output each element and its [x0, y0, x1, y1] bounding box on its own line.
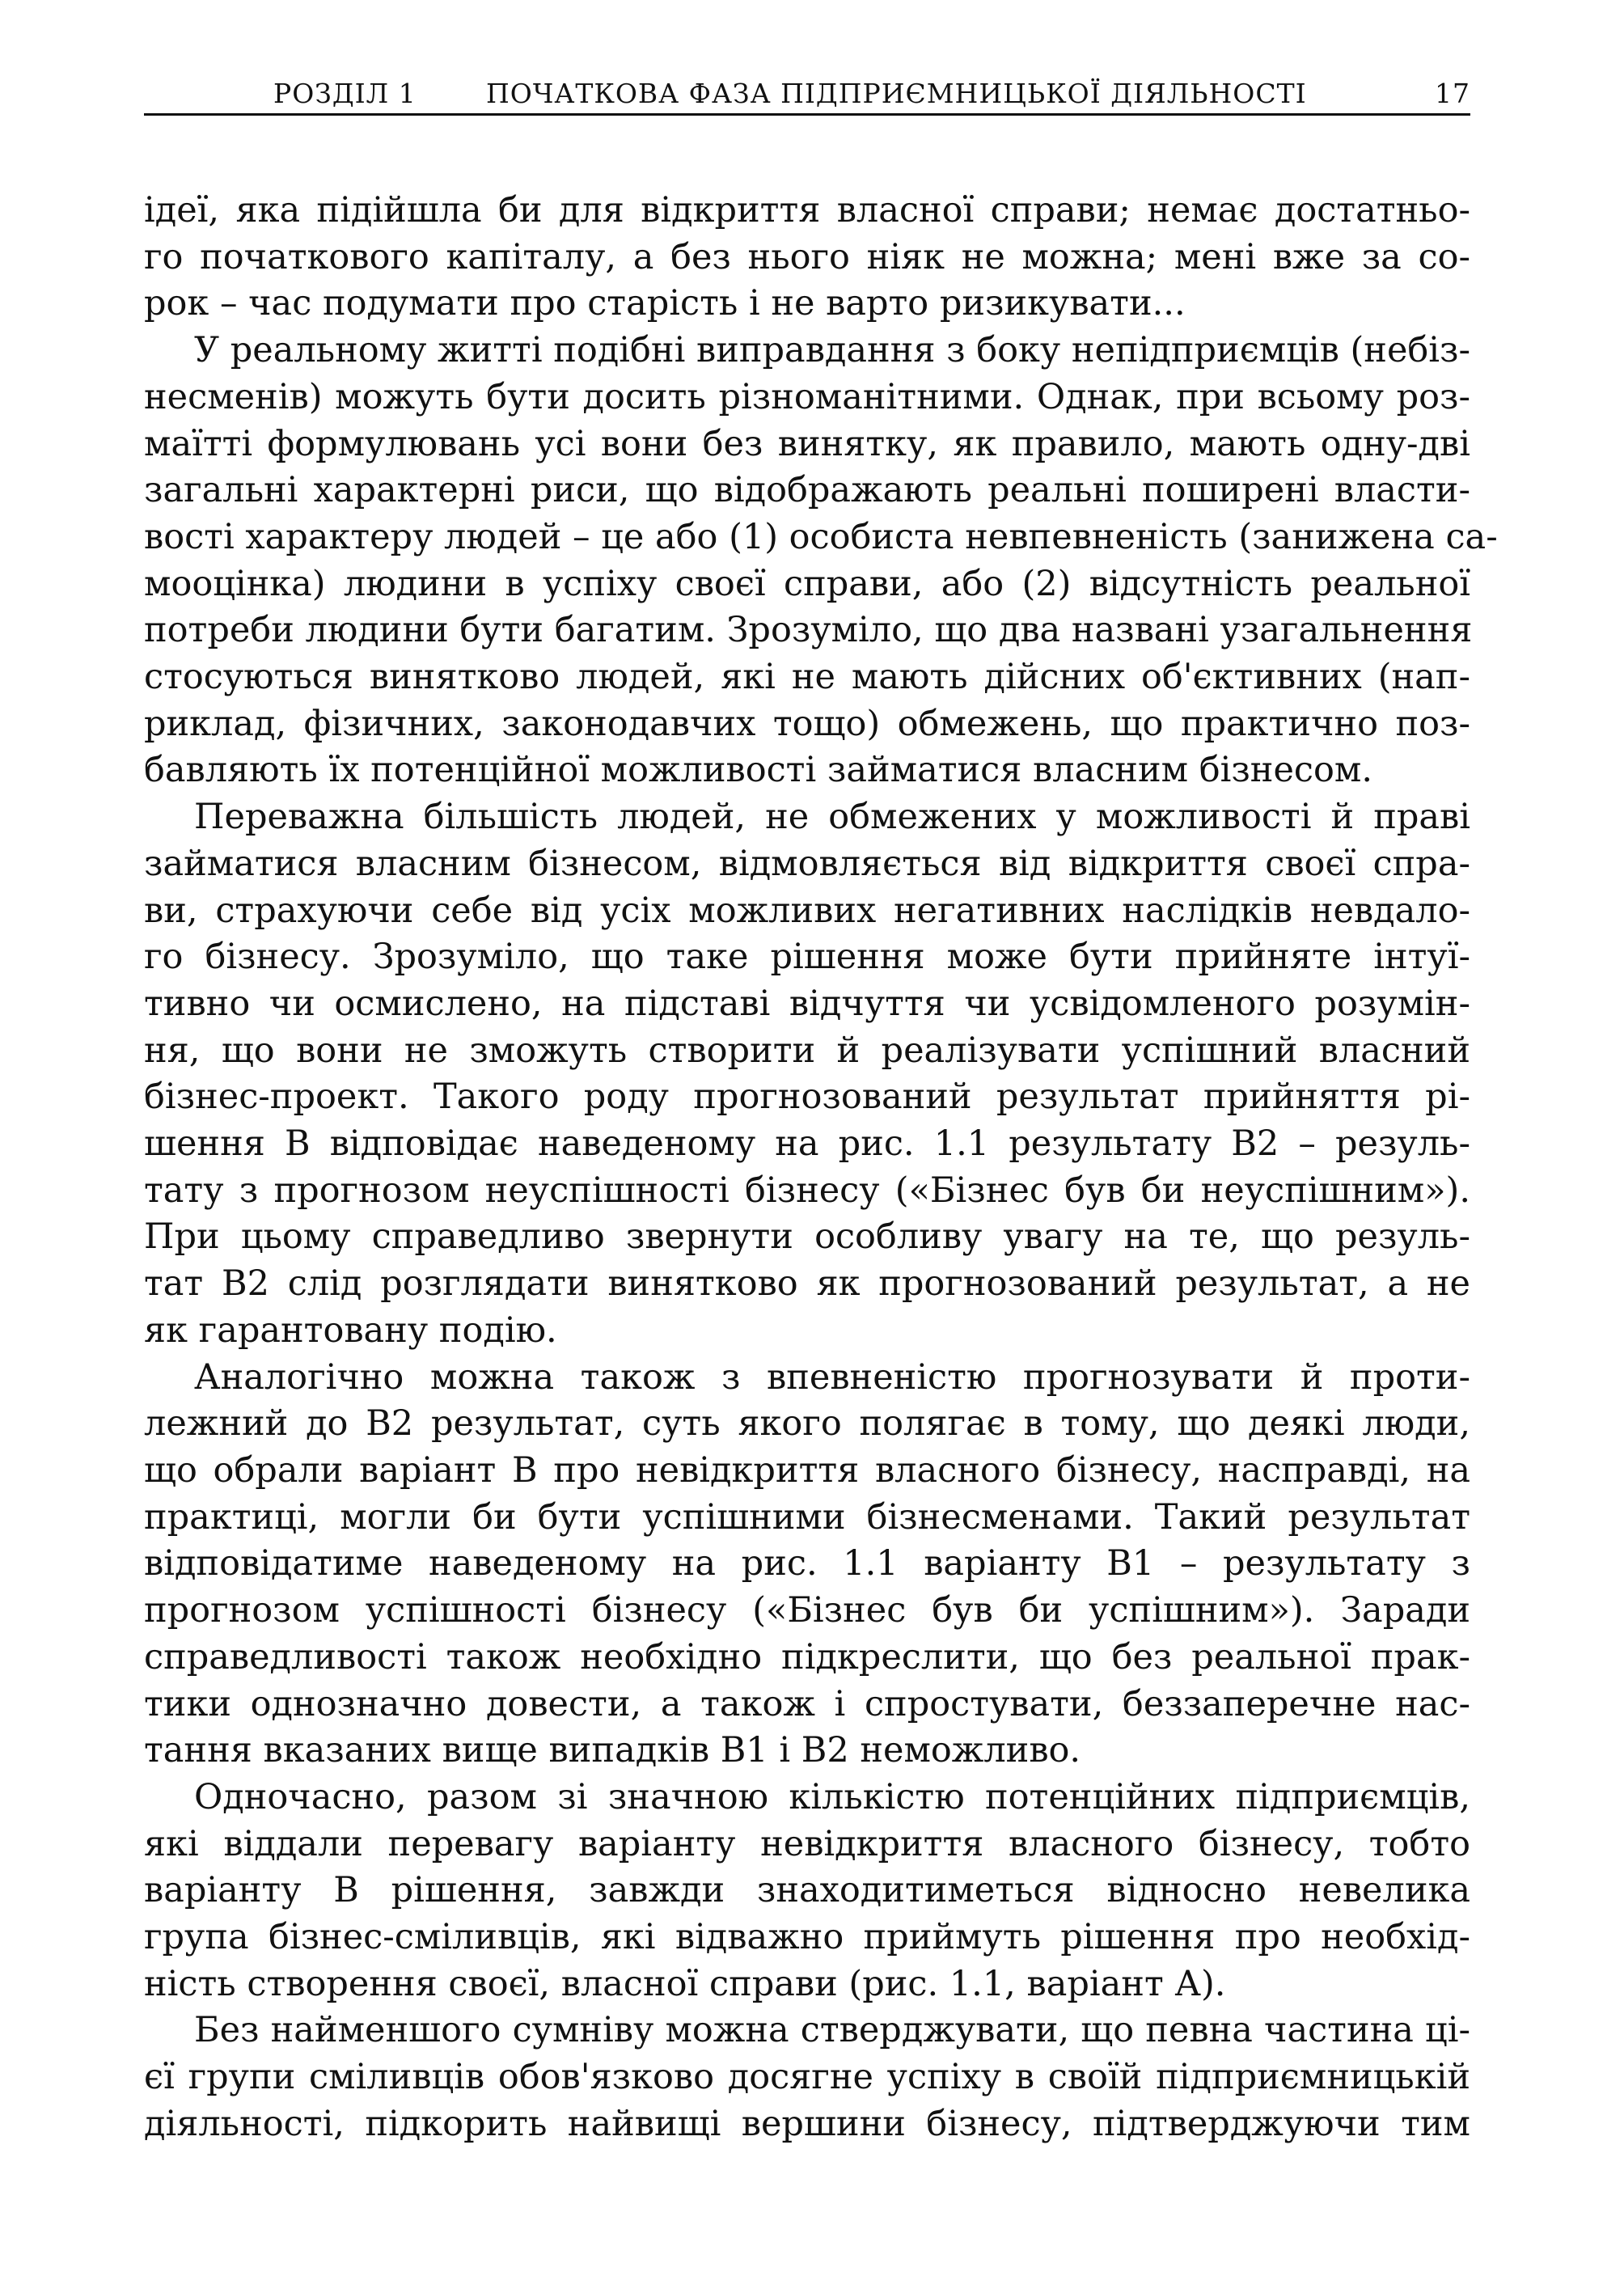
text-line: прогнозом успішності бізнесу («Бізнес був би успішним»). Заради — [144, 1590, 1470, 1631]
text-line: Переважна більшість людей, не обмежених у можливості й праві — [194, 797, 1470, 838]
text-line: маїтті формулювань усі вони без винятку, як правило, мають одну-дві — [144, 423, 1470, 464]
text-line: тивно чи осмислено, на підставі відчуття чи усвідомленого розумін- — [144, 983, 1470, 1024]
text-line: тату з прогнозом неуспішності бізнесу («Бізнес був би неуспішним»). — [144, 1170, 1470, 1211]
text-line: варіанту В рішення, завжди знаходитиметься відносно невелика — [144, 1870, 1470, 1911]
text-line: риклад, фізичних, законодавчих тощо) обмежень, що практично поз- — [144, 703, 1470, 744]
text-line: Без найменшого сумніву можна стверджувати, що певна частина ці- — [194, 2010, 1470, 2051]
paragraph — [144, 1355, 1470, 1775]
text-line: бізнес-проект. Такого роду прогнозований результат прийняття рі- — [144, 1077, 1470, 1118]
text-line: Одночасно, разом зі значною кількістю потенційних підприємців, — [194, 1776, 1470, 1817]
text-line: займатися власним бізнесом, відмовляється від відкриття своєї спра- — [144, 843, 1470, 884]
running-header — [144, 74, 1470, 116]
text-line: бавляють їх потенційної можливості займатися власним бізнесом. — [144, 750, 1373, 791]
text-line: як гарантовану подію. — [144, 1309, 557, 1351]
text-line: що обрали варіант В про невідкриття власного бізнесу, насправді, на — [144, 1449, 1470, 1491]
paragraph — [144, 1775, 1470, 2008]
text-line: потреби людини бути багатим. Зрозуміло, що два названі узагальнення — [144, 610, 1473, 651]
text-line: го початкового капіталу, а без нього ніяк не можна; мені вже за со- — [144, 236, 1470, 277]
text-line: відповідатиме наведеному на рис. 1.1 варіанту В1 – результату з — [144, 1543, 1470, 1584]
text-line: справедливості також необхідно підкреслити, що без реальної прак- — [144, 1636, 1470, 1677]
text-line: несменів) можуть бути досить різноманітними. Однак, при всьому роз- — [144, 376, 1470, 417]
text-line: шення В відповідає наведеному на рис. 1.1 результату В2 – резуль- — [144, 1123, 1470, 1165]
text-line: загальні характерні риси, що відображають реальні поширені власти- — [144, 470, 1470, 511]
text-line: У реальному житті подібні виправдання з боку непідприємців (небіз- — [194, 330, 1471, 371]
text-line: При цьому справедливо звернути особливу увагу на те, що резуль- — [144, 1216, 1470, 1258]
text-line: мооцінка) людини в успіху своєї справи, або (2) відсутність реальної — [144, 563, 1470, 604]
body-text — [144, 188, 1498, 2148]
text-line: лежний до В2 результат, суть якого полягає в тому, що деякі люди, — [144, 1403, 1470, 1445]
text-line: ви, страхуючи себе від усіх можливих негативних наслідків невдало- — [144, 890, 1470, 931]
text-line: група бізнес-сміливців, які відважно приймуть рішення про необхід- — [144, 1917, 1470, 1958]
text-line: діяльності, підкорить найвищі вершини бізнесу, підтверджуючи тим — [144, 2103, 1470, 2144]
paragraph — [144, 328, 1498, 794]
text-line: рок – час подумати про старість і не варто ризикувати... — [144, 283, 1186, 324]
page-number: 17 — [1435, 78, 1470, 109]
text-line: го бізнесу. Зрозуміло, що таке рішення може бути прийняте інтуї- — [144, 937, 1470, 978]
header-chapter-title: ПОЧАТКОВА ФАЗА ПІДПРИЄМНИЦЬКОЇ ДІЯЛЬНОСТІ — [486, 78, 1307, 109]
text-line: вості характеру людей – це або (1) особиста невпевненість (занижена са- — [144, 516, 1498, 557]
text-line: ня, що вони не зможуть створити й реалізувати успішний власний — [144, 1030, 1470, 1071]
text-line: тання вказаних вище випадків В1 і В2 неможливо. — [144, 1730, 1081, 1771]
header-section-label: РОЗДІЛ 1 — [273, 78, 417, 109]
text-line: стосуються винятково людей, які не мають дійсних об'єктивних (нап- — [144, 657, 1470, 698]
paragraph — [144, 2007, 1470, 2147]
text-line: тики однозначно довести, а також і спростувати, беззаперечне нас- — [144, 1683, 1470, 1724]
paragraph — [144, 188, 1470, 328]
text-line: ідеї, яка підійшла би для відкриття власної справи; немає достатньо- — [144, 190, 1470, 231]
text-line: єї групи сміливців обов'язково досягне успіху в своїй підприємницькій — [144, 2057, 1470, 2098]
text-line: ність створення своєї, власної справи (рис. 1.1, варіант А). — [144, 1963, 1226, 2004]
text-line: Аналогічно можна також з впевненістю прогнозувати й проти- — [194, 1356, 1470, 1398]
text-line: тат В2 слід розглядати винятково як прогнозований результат, а не — [144, 1263, 1470, 1305]
text-line: практиці, могли би бути успішними бізнесменами. Такий результат — [144, 1496, 1470, 1538]
text-line: які віддали перевагу варіанту невідкриття власного бізнесу, тобто — [144, 1823, 1470, 1864]
paragraph — [144, 794, 1470, 1354]
